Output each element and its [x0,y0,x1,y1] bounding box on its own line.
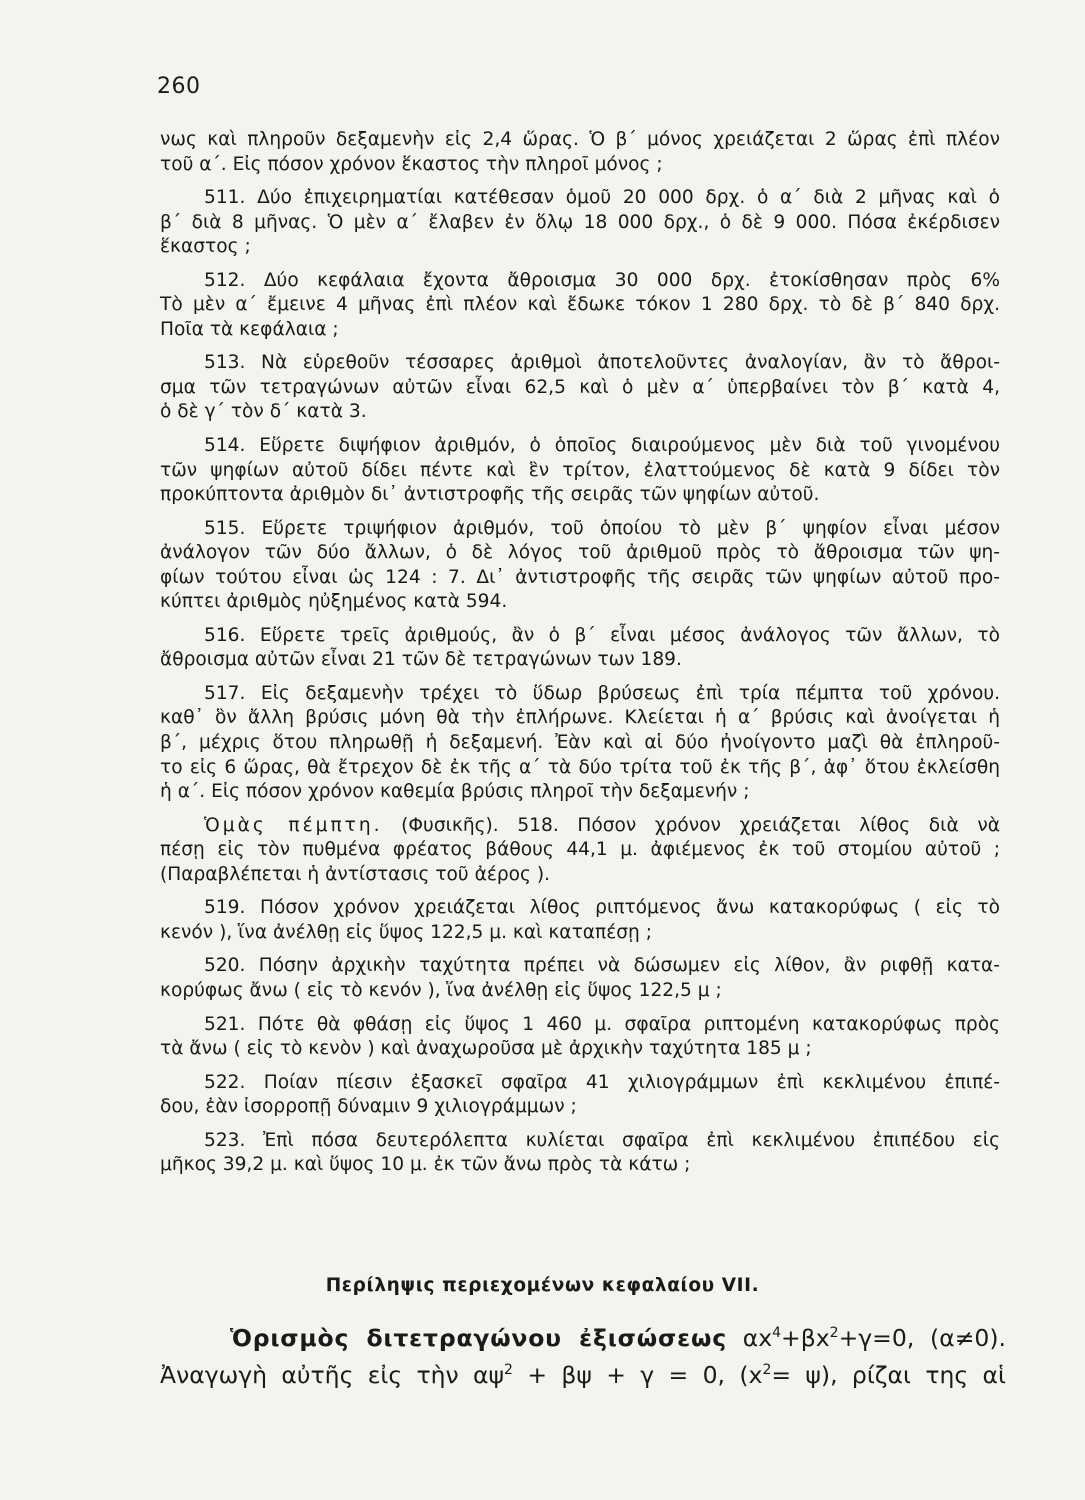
text-line: β΄, μέχρις ὅτου πληρωθῇ ἡ δεξαμενή. Ἐὰν καὶ αἱ δύο ἠνοίγοντο μαζὶ θὰ ἐπληροῦ- [160,732,1000,754]
text-line: σμα τῶν τετραγώνων αὐτῶν εἶναι 62,5 καὶ ὁ μὲν α΄ ὑπερβαίνει τὸν β΄ κατὰ 4, [160,376,1000,398]
exercise-522: 522. Ποίαν πίεσιν ἐξασκεῖ σφαῖρα 41 χιλιογράμμων ἐπὶ κεκλιμένου ἐπιπέ- [204,1071,1000,1093]
text-line: ἕκαστος ; [160,236,251,258]
section-heading: Περίληψις περιεχομένων κεφαλαίου VII. [325,1275,760,1296]
text-line: ὁ δὲ γ΄ τὸν δ΄ κατὰ 3. [160,401,367,423]
text-line: μῆκος 39,2 μ. καὶ ὕψος 10 μ. ἐκ τῶν ἄνω πρὸς τὰ κάτω ; [160,1154,691,1176]
exercise-511: 511. Δύο ἐπιχειρηματίαι κατέθεσαν ὁμοῦ 20 000 δρχ. ὁ α΄ διὰ 2 μῆνας καὶ ὁ [204,187,1000,209]
exercise-517: 517. Εἰς δεξαμενὴν τρέχει τὸ ὕδωρ βρύσεως ἐπὶ τρία πέμπτα τοῦ χρόνου. [204,682,1000,704]
exercise-514: 514. Εὕρετε διψήφιον ἀριθμόν, ὁ ὁποῖος διαιρούμενος μὲν διὰ τοῦ γινομένου [204,435,1000,457]
text-line: τὰ ἄνω ( εἰς τὸ κενὸν ) καὶ ἀναχωροῦσα μὲ ἀρχικὴν ταχύτητα 185 μ ; [160,1038,812,1060]
summary-lead: Ὁρισμὸς διτετραγώνου ἐξισώσεως [230,1324,727,1352]
text-line: καθ᾽ ὃν ἄλλη βρύσις μόνη θὰ τὴν ἐπλήρωνε. Κλείεται ἡ α΄ βρύσις καὶ ἀνοίγεται ἡ [160,707,1000,729]
text-line: Ποῖα τὰ κεφάλαια ; [160,318,339,340]
summary-equation: $\alpha x^4+\beta x^2+\gamma=0$, (α≠0). [742,1324,1006,1352]
summary-line-2: Ἀναγωγὴ αὐτῆς εἰς τὴν $\alpha\psi^2 + \beta\psi + \gamma = 0$, $(x^2= \psi)$, ρίζαι της αἱ [160,1361,1006,1389]
exercise-523: 523. Ἐπὶ πόσα δευτερόλεπτα κυλίεται σφαῖρα ἐπὶ κεκλιμένου ἐπιπέδου εἰς [204,1129,1000,1151]
text-line: το εἰς 6 ὥρας, θὰ ἔτρεχον δὲ ἐκ τῆς α΄ τὰ δύο τρίτα τοῦ ἐκ τῆς β΄, ἀφ᾽ ὅτου ἐκλείσθη [160,756,1000,778]
text-line: κορύφως ἄνω ( εἰς τὸ κενόν ), ἵνα ἀνέλθῃ εἰς ὕψος 122,5 μ ; [160,979,722,1001]
exercise-518-text: (Φυσικῆς). 518. Πόσον χρόνον χρειάζεται λίθος διὰ νὰ [401,814,1000,836]
text-line: κενόν ), ἵνα ἀνέλθῃ εἰς ὕψος 122,5 μ. καὶ καταπέσῃ ; [160,921,653,943]
exercise-519: 519. Πόσον χρόνον χρειάζεται λίθος ριπτόμενος ἄνω κατακορύφως ( εἰς τὸ [204,897,1000,919]
text-line: πέσῃ εἰς τὸν πυθμένα φρέατος βάθους 44,1 μ. ἀφιέμενος ἐκ τοῦ στομίου αὐτοῦ ; [160,839,1000,861]
text-line: ἡ α΄. Εἰς πόσον χρόνον καθεμία βρύσις πληροῖ τὴν δεξαμενήν ; [160,781,750,803]
text-line: ἄθροισμα αὐτῶν εἶναι 21 τῶν δὲ τετραγώνων των 189. [160,649,682,671]
text-line: δου, ἐὰν ἰσορροπῇ δύναμιν 9 χιλιογράμμων ; [160,1096,577,1118]
exercise-520: 520. Πόσην ἀρχικὴν ταχύτητα πρέπει νὰ δώσωμεν εἰς λίθον, ἂν ριφθῇ κατα- [204,955,1000,977]
text-line: β΄ διὰ 8 μῆνας. Ὁ μὲν α΄ ἔλαβεν ἐν ὅλῳ 18 000 δρχ., ὁ δὲ 9 000. Πόσα ἐκέρδισεν [160,211,1000,233]
exercise-515: 515. Εὕρετε τριψήφιον ἀριθμόν, τοῦ ὁποίου τὸ μὲν β΄ ψηφίον εἶναι μέσον [204,517,1000,539]
text-line: Τὸ μὲν α΄ ἔμεινε 4 μῆνας ἐπὶ πλέον καὶ ἔδωκε τόκον 1 280 δρχ. τὸ δὲ β΄ 840 δρχ. [160,294,1000,316]
exercise-516: 516. Εὕρετε τρεῖς ἀριθμούς, ἂν ὁ β΄ εἶναι μέσος ἀνάλογος τῶν ἄλλων, τὸ [204,624,1000,646]
summary-line-1 [160,1320,1006,1357]
text-line: φίων τούτου εἶναι ὡς 124 : 7. Δι᾽ ἀντιστροφῆς τῆς σειρᾶς τῶν ψηφίων αὐτοῦ προ- [160,566,1000,588]
page-number: 260 [157,74,201,99]
exercise-512: 512. Δύο κεφάλαια ἔχοντα ἄθροισμα 30 000 δρχ. ἐτοκίσθησαν πρὸς 6% [204,269,1000,291]
exercise-521: 521. Πότε θὰ φθάσῃ εἰς ὕψος 1 460 μ. σφαῖρα ριπτομένη κατακορύφως πρὸς [204,1013,1000,1035]
text-line: τῶν ψηφίων αὐτοῦ δίδει πέντε καὶ ἓν τρίτον, ἐλαττούμενος δὲ κατὰ 9 δίδει τὸν [160,459,1000,481]
text-line: προκύπτοντα ἀριθμὸν δι᾽ ἀντιστροφῆς τῆς σειρᾶς τῶν ψηφίων αὐτοῦ. [160,484,820,506]
text-line: (Παραβλέπεται ἡ ἀντίστασις τοῦ ἀέρος ). [160,863,551,885]
chapter-summary [160,1320,1006,1394]
text-line: ἀνάλογον τῶν δύο ἄλλων, ὁ δὲ λόγος τοῦ ἀριθμοῦ πρὸς τὸ ἄθροισμα τῶν ψη- [160,542,1000,564]
exercise-513: 513. Νὰ εὑρεθοῦν τέσσαρες ἀριθμοὶ ἀποτελοῦντες ἀναλογίαν, ἂν τὸ ἄθροι- [204,352,1000,374]
exercise-518 [160,814,1000,839]
text-line: τοῦ α΄. Εἰς πόσον χρόνον ἕκαστος τὴν πληροῖ μόνος ; [160,153,663,175]
text-line: νως καὶ πληροῦν δεξαμενὴν εἰς 2,4 ὥρας. Ὁ β΄ μόνος χρειάζεται 2 ὥρας ἐπὶ πλέον [160,129,1000,150]
text-line: κύπτει ἀριθμὸς ηὐξημένος κατὰ 594. [160,591,508,613]
group-label: Ὁμὰς πέμπτη. [204,814,383,836]
exercise-text [160,128,1000,1178]
